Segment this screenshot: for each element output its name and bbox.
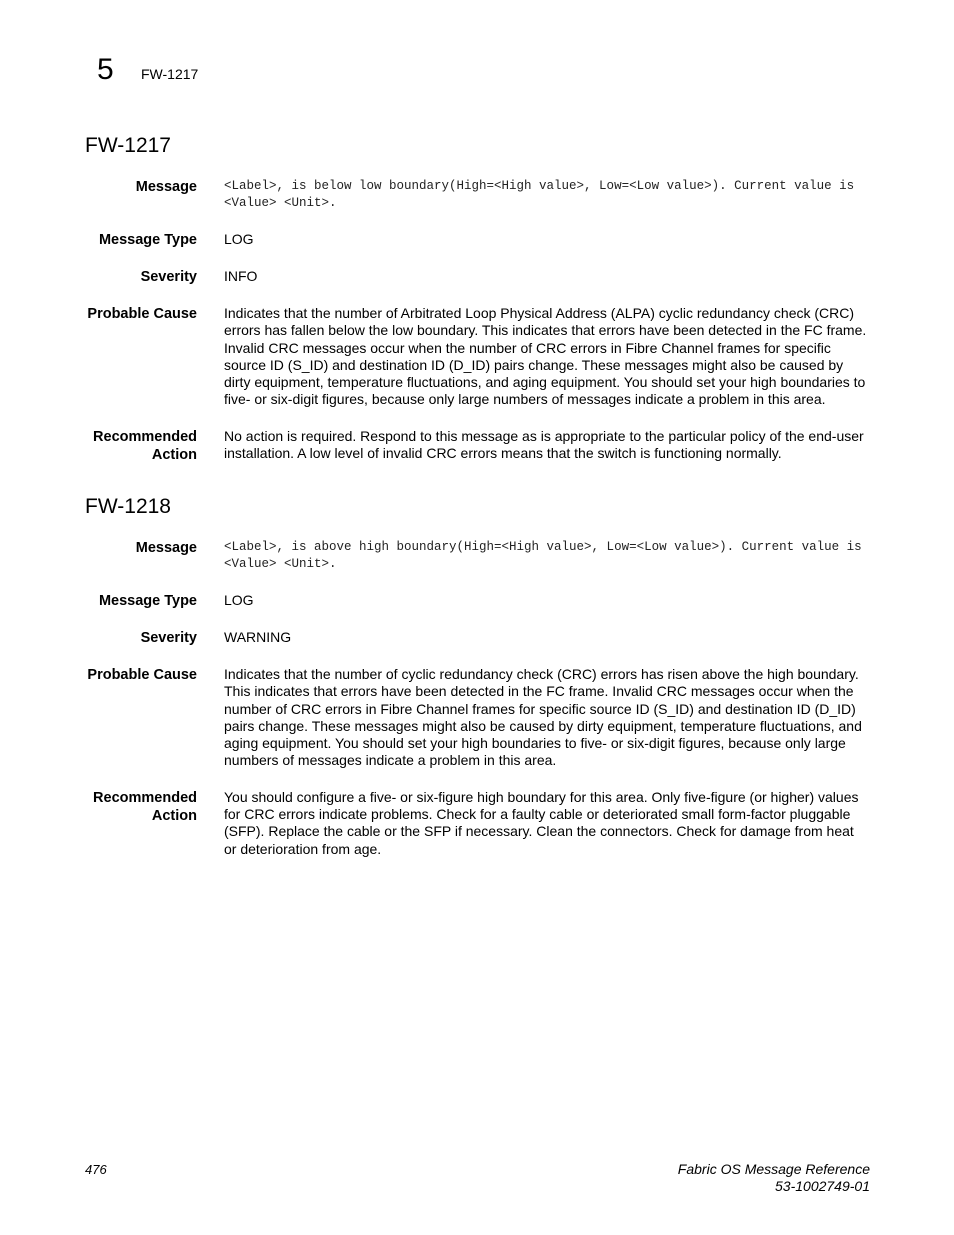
entry-title: FW-1217 [85,134,171,157]
footer-info [678,1161,870,1195]
probable-cause-label: Probable Cause [87,667,197,683]
entry-title: FW-1218 [85,495,171,518]
message-type-value: LOG [224,231,254,247]
probable-cause-row [85,666,875,770]
severity-label: Severity [140,630,197,646]
severity-row [85,268,875,286]
message-type-row [85,231,875,249]
chapter-number: 5 [97,53,114,86]
message-label: Message [135,540,197,556]
recommended-action-label: Recommended Action [93,428,197,463]
probable-cause-label: Probable Cause [87,306,197,322]
entry-section [85,134,875,483]
message-label: Message [135,179,197,195]
probable-cause-text: Indicates that the number of Arbitrated Loop Physical Address (ALPA) cyclic redundancy check (CRC) errors has fallen below the low boundary. This indicates that errors have been detected in the FC frame. Invalid CRC messages occur when the number of CRC errors in Fibre Channel frames for specific source ID (S_ID) and destination ID (D_ID) pairs change. These messages might also be caused by dirty equipment, temperature fluctuations, and aging equipment. You should set your high boundaries to five- or six-digit figures, because only large numbers of messages indicate a problem in this area. [224,305,867,408]
severity-value: INFO [224,268,258,284]
message-text: <Label>, is below low boundary(High=<High value>, Low=<Low value>). Current value is <Value> <Unit>. [224,179,855,210]
doc-number: 53-1002749-01 [775,1178,870,1194]
entry-section [85,495,875,877]
recommended-action-text: You should configure a five- or six-figure high boundary for this area. Only five-figure (or higher) values for CRC errors indicate problems. Check for a faulty cable or deteriorated small form-factor pluggable (SFP). Replace the cable or the SFP if necessary. Clean the connectors. Check for damage from heat or deterioration from age. [224,788,859,857]
severity-label: Severity [140,269,197,285]
severity-value: WARNING [224,629,292,645]
message-row [85,539,875,573]
message-type-label: Message Type [98,232,197,248]
message-type-value: LOG [224,592,254,608]
message-row [85,178,875,212]
recommended-action-label: Recommended Action [93,789,197,824]
recommended-action-row [85,428,875,464]
message-type-row [85,592,875,610]
running-header: FW-1217 [141,66,199,82]
severity-row [85,629,875,647]
book-title: Fabric OS Message Reference [677,1161,870,1177]
recommended-action-row [85,789,875,858]
probable-cause-row [85,305,875,409]
message-text: <Label>, is above high boundary(High=<High value>, Low=<Low value>). Current value is <Value> <Unit>. [224,540,862,571]
recommended-action-text: No action is required. Respond to this message as is appropriate to the particular policy of the end-user installation. A low level of invalid CRC errors means that the switch is functioning normally. [224,427,864,462]
message-type-label: Message Type [98,593,197,609]
probable-cause-text: Indicates that the number of cyclic redundancy check (CRC) errors has risen above the high boundary. This indicates that errors have been detected in the FC frame. Invalid CRC messages occur when the number of CRC errors in Fibre Channel frames for specific source ID (S_ID) and destination ID (D_ID) pairs change. These messages might also be caused by dirty equipment, temperature fluctuations, and aging equipment. You should set your high boundaries to five- or six-digit figures, because only large numbers of messages indicate a problem in this area. [224,666,862,769]
page-number: 476 [85,1162,107,1177]
